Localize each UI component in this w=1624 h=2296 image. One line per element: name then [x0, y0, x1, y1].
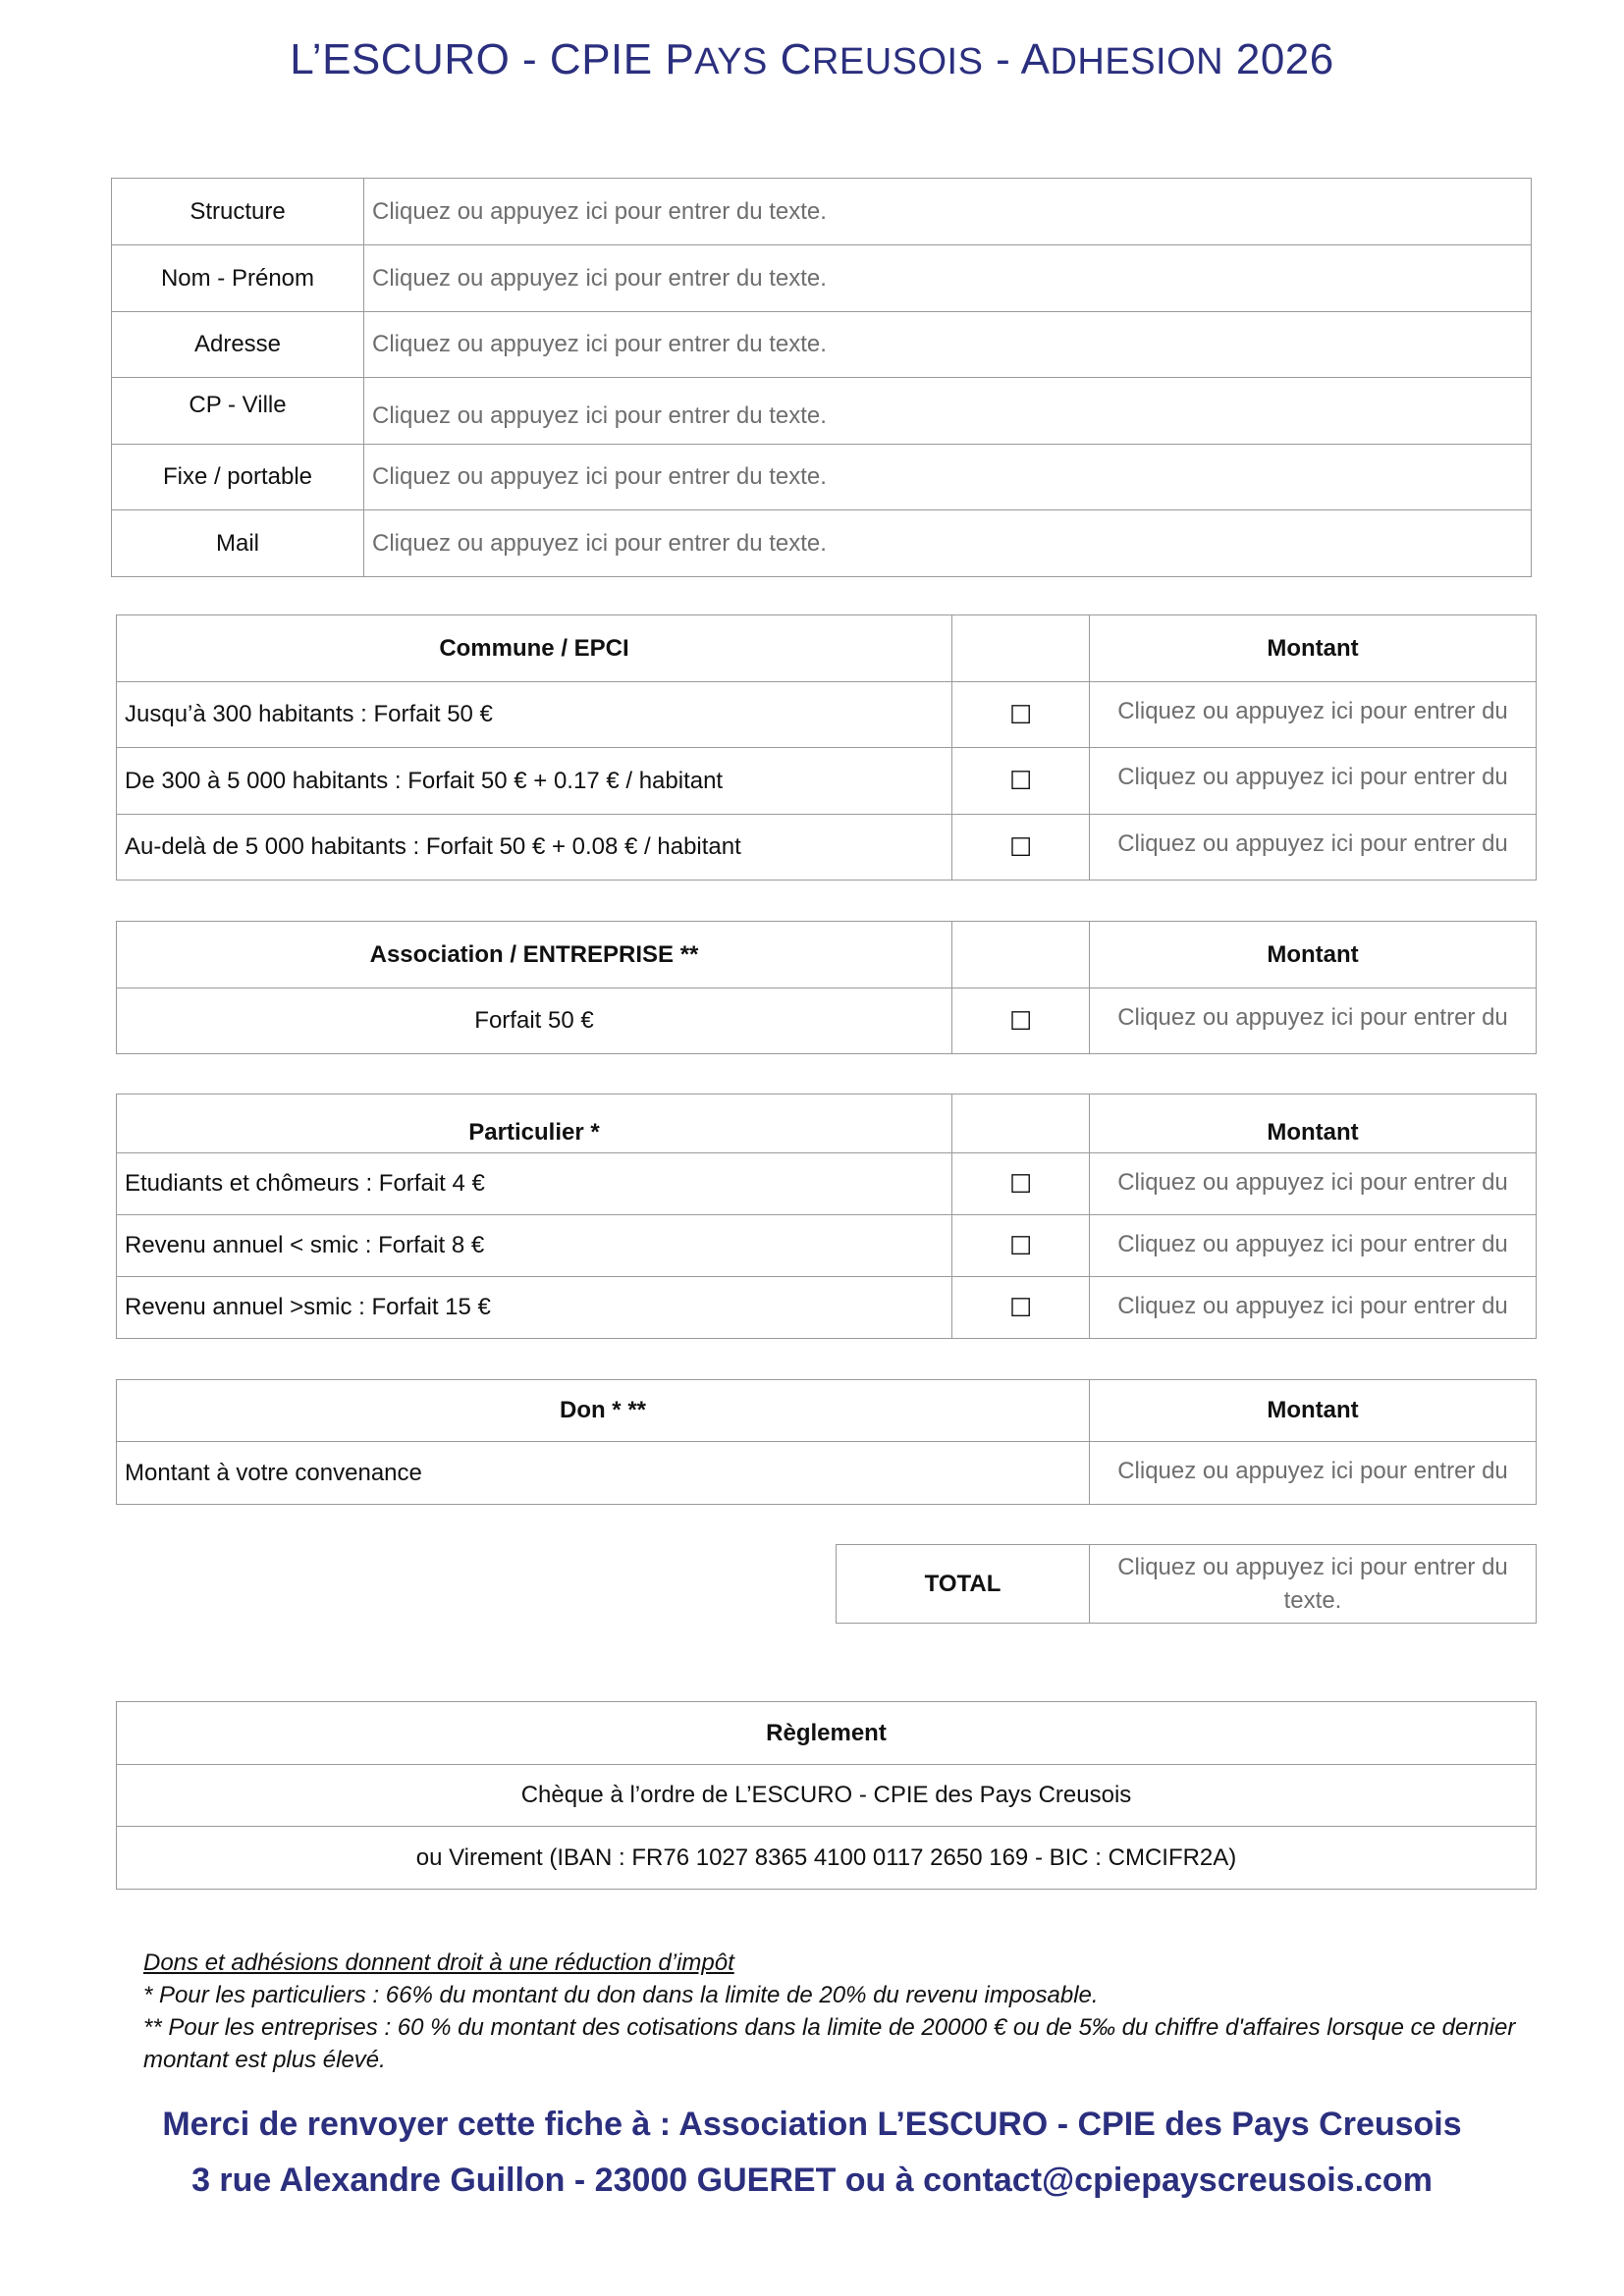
total-placeholder-line1: Cliquez ou appuyez ici pour entrer du — [1117, 1553, 1508, 1580]
montant-field[interactable]: Cliquez ou appuyez ici pour entrer du — [1090, 1442, 1537, 1505]
reglement-virement: ou Virement (IBAN : FR76 1027 8365 4100 0117 2650 169 - BIC : CMCIFR2A) — [117, 1827, 1537, 1890]
particulier-header: Particulier * — [117, 1095, 952, 1153]
fixe-portable-field[interactable]: Cliquez ou appuyez ici pour entrer du texte. — [364, 445, 1532, 510]
label-fixe-portable: Fixe / portable — [112, 445, 364, 510]
montant-header: Montant — [1090, 615, 1537, 682]
total-table — [836, 1544, 1537, 1624]
label-adresse: Adresse — [112, 312, 364, 378]
association-row-label: Forfait 50 € — [117, 988, 952, 1054]
notes-line-particuliers: * Pour les particuliers : 66% du montant du don dans la limite de 20% du revenu imposable. — [143, 1982, 1099, 2008]
montant-field[interactable]: Cliquez ou appuyez ici pour entrer du — [1090, 1277, 1537, 1339]
notes-heading: Dons et adhésions donnent droit à une réduction d’impôt — [143, 1949, 734, 1976]
montant-field[interactable]: Cliquez ou appuyez ici pour entrer du — [1090, 1153, 1537, 1215]
label-nom-prenom: Nom - Prénom — [112, 245, 364, 312]
montant-header: Montant — [1090, 1380, 1537, 1442]
page-title: L’ESCURO - CPIE PAYS CREUSOIS - ADHESION 2026 — [290, 35, 1334, 83]
montant-field[interactable]: Cliquez ou appuyez ici pour entrer du — [1090, 1215, 1537, 1277]
tax-notes — [143, 1947, 1538, 2076]
particulier-table — [116, 1094, 1537, 1339]
particulier-row-label: Revenu annuel >smic : Forfait 15 € — [117, 1277, 952, 1339]
notes-line-entreprises: ** Pour les entreprises : 60 % du montant des cotisations dans la limite de 20000 € ou de 5‰ du chiffre d'affaires lorsque ce dernier montant est plus élevé. — [143, 2014, 1516, 2073]
checkbox[interactable]: ☐ — [952, 682, 1090, 748]
structure-field[interactable]: Cliquez ou appuyez ici pour entrer du texte. — [364, 179, 1532, 245]
particulier-row-label: Etudiants et chômeurs : Forfait 4 € — [117, 1153, 952, 1215]
montant-field[interactable]: Cliquez ou appuyez ici pour entrer du — [1090, 682, 1537, 748]
montant-field[interactable]: Cliquez ou appuyez ici pour entrer du — [1090, 815, 1537, 881]
reglement-cheque: Chèque à l’ordre de L’ESCURO - CPIE des Pays Creusois — [117, 1765, 1537, 1827]
adresse-field[interactable]: Cliquez ou appuyez ici pour entrer du texte. — [364, 312, 1532, 378]
commune-header: Commune / EPCI — [117, 615, 952, 682]
commune-row-label: De 300 à 5 000 habitants : Forfait 50 € + 0.17 € / habitant — [117, 748, 952, 815]
commune-row-label: Jusqu’à 300 habitants : Forfait 50 € — [117, 682, 952, 748]
total-field[interactable] — [1090, 1545, 1537, 1624]
don-header: Don * ** — [117, 1380, 1090, 1442]
mail-field[interactable]: Cliquez ou appuyez ici pour entrer du texte. — [364, 510, 1532, 577]
reglement-table — [116, 1701, 1537, 1890]
total-placeholder-line2: texte. — [1283, 1586, 1342, 1614]
montant-header: Montant — [1090, 1095, 1537, 1153]
empty-cell — [952, 615, 1090, 682]
montant-field[interactable]: Cliquez ou appuyez ici pour entrer du — [1090, 988, 1537, 1054]
don-row-label: Montant à votre convenance — [117, 1442, 1090, 1505]
empty-cell — [952, 922, 1090, 988]
checkbox[interactable]: ☐ — [952, 748, 1090, 815]
commune-row-label: Au-delà de 5 000 habitants : Forfait 50 € + 0.08 € / habitant — [117, 815, 952, 881]
particulier-row-label: Revenu annuel < smic : Forfait 8 € — [117, 1215, 952, 1277]
label-mail: Mail — [112, 510, 364, 577]
reglement-header: Règlement — [117, 1702, 1537, 1765]
checkbox[interactable]: ☐ — [952, 1277, 1090, 1339]
identity-table — [111, 178, 1532, 577]
total-label: TOTAL — [837, 1545, 1090, 1624]
montant-field[interactable]: Cliquez ou appuyez ici pour entrer du — [1090, 748, 1537, 815]
checkbox[interactable]: ☐ — [952, 815, 1090, 881]
cp-ville-field[interactable]: Cliquez ou appuyez ici pour entrer du texte. — [364, 378, 1532, 445]
footer-line2: 3 rue Alexandre Guillon - 23000 GUERET ou à contact@cpiepayscreusois.com — [191, 2162, 1433, 2199]
montant-header: Montant — [1090, 922, 1537, 988]
label-cp-ville: CP - Ville — [112, 378, 364, 445]
don-table — [116, 1379, 1537, 1505]
label-structure: Structure — [112, 179, 364, 245]
commune-table — [116, 614, 1537, 881]
checkbox[interactable]: ☐ — [952, 1153, 1090, 1215]
empty-cell — [952, 1095, 1090, 1153]
nom-prenom-field[interactable]: Cliquez ou appuyez ici pour entrer du texte. — [364, 245, 1532, 312]
footer-line1: Merci de renvoyer cette fiche à : Association L’ESCURO - CPIE des Pays Creusois — [162, 2106, 1462, 2143]
checkbox[interactable]: ☐ — [952, 988, 1090, 1054]
association-table — [116, 921, 1537, 1054]
checkbox[interactable]: ☐ — [952, 1215, 1090, 1277]
association-header: Association / ENTREPRISE ** — [117, 922, 952, 988]
